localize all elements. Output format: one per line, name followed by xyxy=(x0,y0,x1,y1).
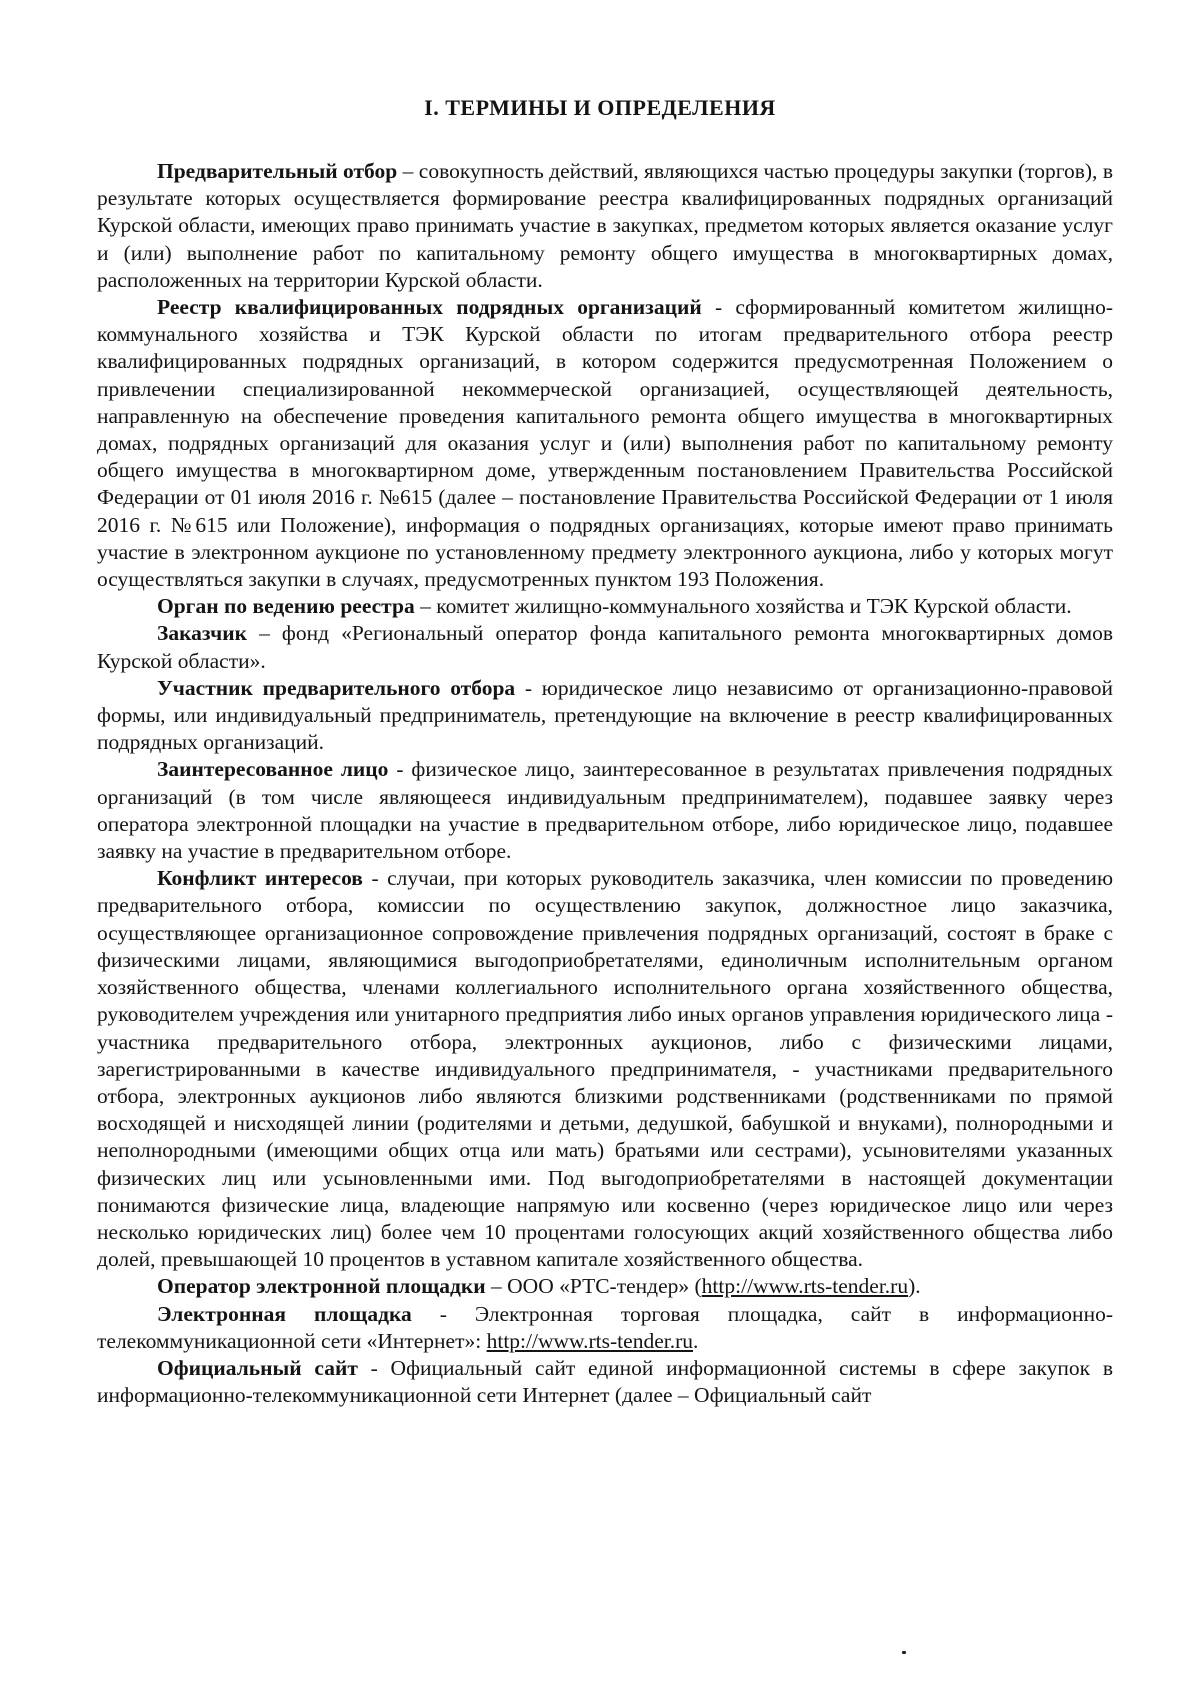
definition-paragraph-official-site xyxy=(97,1355,1113,1409)
operator-link[interactable]: http://www.rts-tender.ru xyxy=(701,1274,909,1299)
definition-term: Участник предварительного отбора xyxy=(157,675,516,700)
platform-link[interactable]: http://www.rts-tender.ru xyxy=(486,1328,693,1353)
definition-text: - Официальный сайт единой информационной системы в сфере закупок в информационно-телекоммуникационной сети Интернет (далее – Официальный сайт xyxy=(97,1355,1114,1408)
definition-text: - физическое лицо, заинтересованное в результатах привлечения подрядных организаций (в том числе являющееся индивидуальным предпринимателем), подавшее заявку через оператора электронной площадки на участие в предварительном отборе, либо юридическое лицо, подавшее заявку на участие в предварительном отборе. xyxy=(97,757,1114,864)
definition-paragraph xyxy=(97,620,1113,674)
definition-text: - Электронная торговая площадка, сайт в информационно-телекоммуникационной сети «Интернет»: xyxy=(97,1301,1113,1353)
definition-paragraph xyxy=(97,294,1113,593)
definition-term: Предварительный отбор xyxy=(157,159,398,183)
definition-paragraph xyxy=(97,756,1113,865)
definition-term: Реестр квалифицированных подрядных организаций xyxy=(157,295,702,320)
definition-text: – фонд «Региональный оператор фонда капитального ремонта многоквартирных домов Курской области». xyxy=(97,621,1113,673)
definitions-body xyxy=(97,158,1113,1409)
definition-term: Электронная площадка xyxy=(157,1301,412,1326)
definition-text: - случаи, при которых руководитель заказчика, член комиссии по проведению предварительного отбора, комиссии по осуществлению закупок, должностное лицо заказчика, осуществляющее организационное сопровождение привлечения подрядных организаций, состоят в браке с физическими лицами, являющимися выгодоприобретателями, единоличным исполнительным органом хозяйственного общества, членами коллегиального исполнительного органа хозяйственного общества, руководителем учреждения или унитарного предприятия либо иных органов управления юридического лица - участника предварительного отбора, электронных аукционов, либо с физическими лицами, зарегистрированными в качестве индивидуального предпринимателя, - участниками предварительного отбора, электронных аукционов либо являются близкими родственниками (родственниками по прямой восходящей и нисходящей линии (родителями и детьми, дедушкой, бабушкой и внуками), полнородными и неполнородными (имеющими общих отца или мать) братьями или сестрами), усыновителями указанных физических лиц или усыновленными ими. Под выгодоприобретателями в настоящей документации понимаются физические лица, владеющие напрямую или косвенно (через юридическое лицо или через несколько юридических лиц) более чем 10 процентами голосующих акций хозяйственного общества либо долей, превышающей 10 процентов в уставном капитале хозяйственного общества. xyxy=(97,866,1114,1272)
definition-text: . xyxy=(693,1328,699,1353)
definition-paragraph xyxy=(97,865,1113,1273)
definition-paragraph-operator xyxy=(97,1273,1113,1300)
definition-term: Официальный сайт xyxy=(157,1355,358,1380)
scan-speck xyxy=(902,1651,906,1654)
definition-term: Оператор электронной площадки xyxy=(157,1274,486,1299)
definition-text: – совокупность действий, являющихся частью процедуры закупки (торгов), в результате которых осуществляется формирование реестра квалифицированных подрядных организаций Курской области, имеющих право принимать участие в закупках, предметом которых является оказание услуг и (или) выполнение работ по капитальному ремонту общего имущества в многоквартирных домах, расположенных на территории Курской области. xyxy=(97,159,1113,292)
section-heading: I. ТЕРМИНЫ И ОПРЕДЕЛЕНИЯ xyxy=(424,95,776,120)
definition-paragraph xyxy=(97,593,1113,620)
definition-text: – ООО «РТС-тендер» ( xyxy=(485,1274,702,1299)
definition-text: - сформированный комитетом жилищно-коммунального хозяйства и ТЭК Курской области по итогам предварительного отбора реестр квалифицированных подрядных организаций, в котором содержится предусмотренная Положением о привлечении специализированной некоммерческой организацией, осуществляющей деятельность, направленную на обеспечение проведения капитального ремонта общего имущества в многоквартирных домах, подрядных организаций для оказания услуг и (или) выполнения работ по капитальному ремонту общего имущества в многоквартирном доме, утвержденным постановлением Правительства Российской Федерации от 01 июля 2016 г. №615 (далее – постановление Правительства Российской Федерации от 1 июля 2016 г. №615 или Положение), информация о подрядных организациях, которые имеют право принимать участие в электронном аукционе по установленному предмету электронного аукциона, либо у которых могут осуществляться закупки в случаях, предусмотренных пунктом 193 Положения. xyxy=(97,295,1113,592)
definition-text: ). xyxy=(908,1274,921,1299)
definition-term: Заказчик xyxy=(157,621,248,646)
definition-text: – комитет жилищно-коммунального хозяйства и ТЭК Курской области. xyxy=(414,594,1072,619)
definition-term: Конфликт интересов xyxy=(157,866,363,891)
definition-term: Орган по ведению реестра xyxy=(157,594,415,619)
definition-term: Заинтересованное лицо xyxy=(157,757,389,782)
definition-paragraph xyxy=(97,675,1113,757)
definition-text: - юридическое лицо независимо от организационно-правовой формы, или индивидуальный предприниматель, претендующие на включение в реестр квалифицированных подрядных организаций. xyxy=(97,675,1113,755)
definition-paragraph-platform xyxy=(97,1301,1113,1355)
definition-paragraph xyxy=(97,158,1113,294)
